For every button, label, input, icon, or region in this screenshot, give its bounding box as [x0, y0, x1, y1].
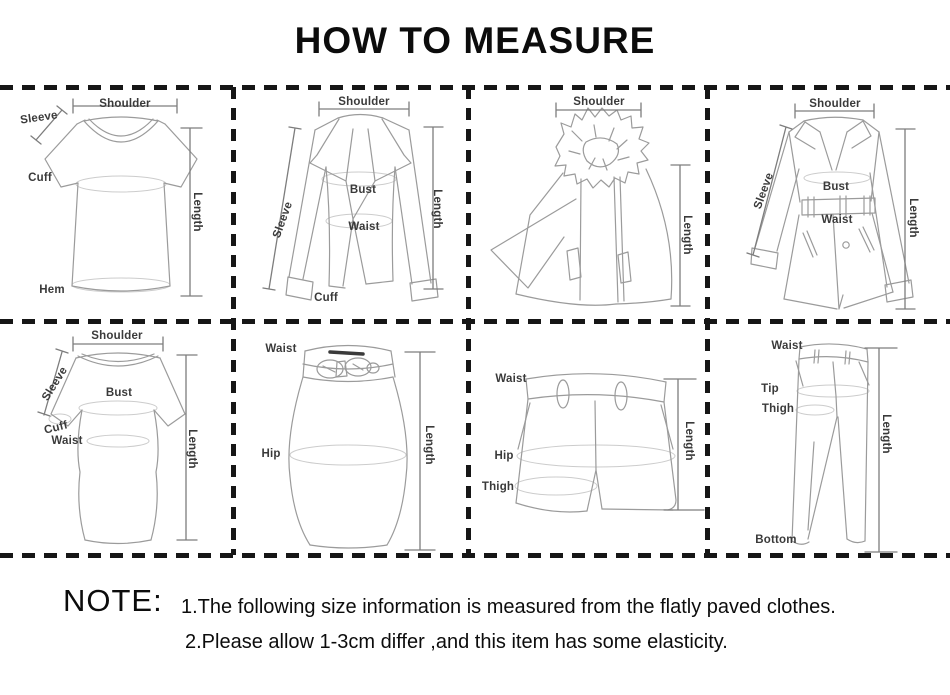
- label-sleeve: Sleeve: [270, 200, 296, 240]
- panel-blazer: [233, 87, 468, 322]
- label-cuff: Cuff: [42, 419, 69, 437]
- label-shoulder: Shoulder: [809, 98, 861, 110]
- tshirt-guide-ellipses: [72, 176, 170, 292]
- note-line-1: 1.The following size information is measured from the flatly paved clothes.: [181, 596, 836, 618]
- label-cuff: Cuff: [28, 172, 52, 184]
- label-thigh: Thigh: [761, 403, 795, 415]
- panel-shorts: [468, 322, 707, 555]
- panel-skirt: [233, 322, 468, 555]
- label-waist: Waist: [771, 340, 803, 352]
- label-waist: Waist: [51, 435, 83, 447]
- tshirt-outline: [45, 117, 197, 291]
- label-waist: Waist: [495, 373, 527, 385]
- label-waist: Waist: [348, 221, 380, 233]
- panel-tshirt: [0, 87, 233, 322]
- label-shoulder: Shoulder: [99, 98, 151, 110]
- label-length: Length: [907, 198, 919, 238]
- label-length: Length: [683, 421, 695, 461]
- label-hip: Hip: [494, 450, 514, 462]
- pants-drawing: [707, 322, 950, 555]
- page-title: HOW TO MEASURE: [294, 20, 656, 61]
- label-length: Length: [186, 429, 198, 469]
- label-sleeve: Sleeve: [19, 109, 59, 127]
- label-waist: Waist: [821, 214, 853, 226]
- label-length: Length: [880, 414, 892, 454]
- label-shoulder: Shoulder: [573, 96, 625, 108]
- shorts-drawing: [468, 322, 707, 555]
- note-line-2: 2.Please allow 1-3cm differ ,and this item has some elasticity.: [185, 631, 728, 653]
- label-bottom: Bottom: [755, 534, 797, 546]
- label-bust: Bust: [822, 181, 850, 193]
- tshirt-measure-lines: [31, 99, 202, 296]
- label-length: Length: [191, 192, 203, 232]
- panel-dress: [0, 322, 233, 555]
- label-thigh: Thigh: [481, 481, 515, 493]
- label-shoulder: Shoulder: [338, 96, 390, 108]
- label-shoulder: Shoulder: [91, 330, 143, 342]
- shorts-outline: [516, 374, 676, 512]
- label-waist: Waist: [265, 343, 297, 355]
- label-length: Length: [681, 215, 693, 255]
- note-heading: NOTE:: [63, 583, 163, 618]
- label-sleeve: Sleeve: [751, 171, 777, 211]
- cape-outline: [491, 169, 672, 305]
- panel-pants: [707, 322, 950, 555]
- cape-fur-hood: [555, 108, 649, 188]
- label-cuff: Cuff: [314, 292, 338, 304]
- cape-drawing: [468, 87, 707, 322]
- label-length: Length: [431, 189, 443, 229]
- label-length: Length: [423, 425, 435, 465]
- skirt-waist-bar: [330, 352, 363, 354]
- label-sleeve: Sleeve: [39, 364, 71, 404]
- label-bust: Bust: [349, 184, 377, 196]
- pants-outline: [792, 344, 869, 544]
- label-hem: Hem: [39, 284, 65, 296]
- dress-outline: [51, 353, 185, 544]
- label-tip: Tip: [761, 383, 779, 395]
- panel-trench-coat: [707, 87, 950, 322]
- label-bust: Bust: [105, 387, 133, 399]
- blazer-outline: [286, 115, 438, 302]
- label-hip: Hip: [261, 448, 281, 460]
- panel-cape-coat: [468, 87, 707, 322]
